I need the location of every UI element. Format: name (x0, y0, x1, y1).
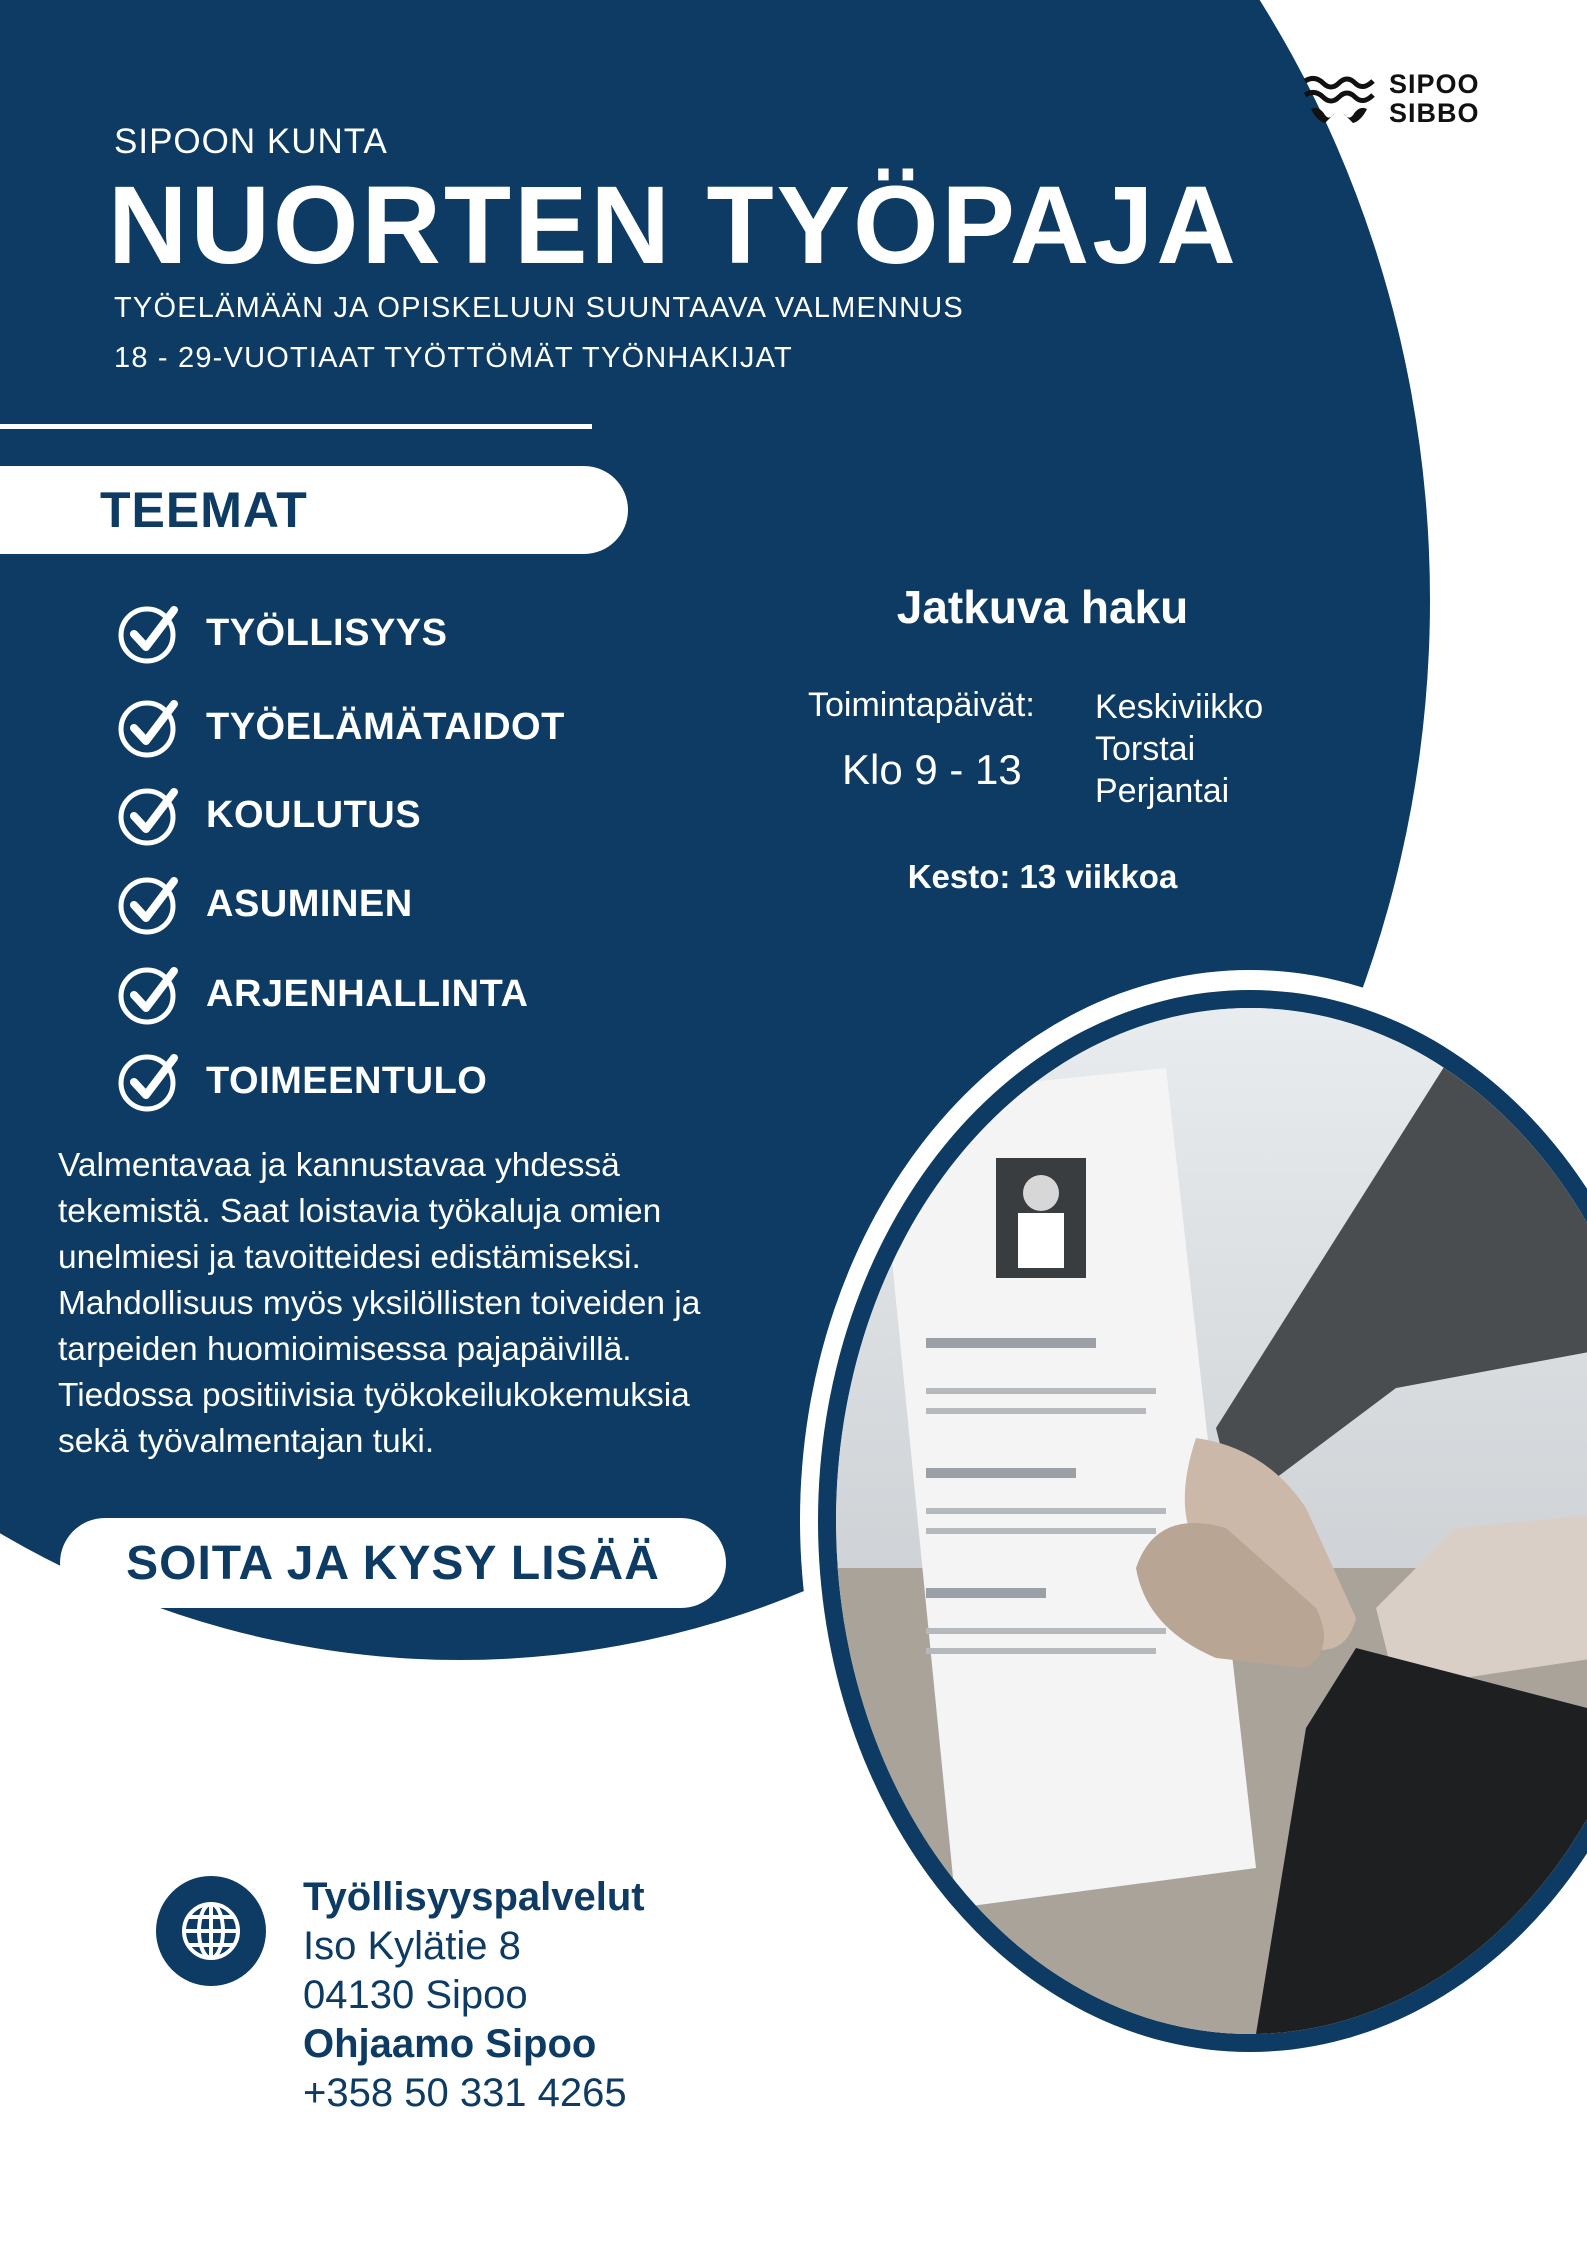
description-line: sekä työvalmentajan tuki. (58, 1423, 435, 1460)
phone-number[interactable]: +358 50 331 4265 (303, 2071, 627, 2115)
theme-item (116, 692, 565, 762)
description (58, 1143, 818, 1465)
divider (0, 424, 592, 429)
logo-line-2: SIBBO (1389, 98, 1480, 128)
days-label: Toimintapäivät: (808, 686, 1035, 724)
description-line: tekemistä. Saat loistavia työkaluja omien (58, 1193, 662, 1230)
description-line: unelmiesi ja tavoitteidesi edistämiseksi. (58, 1239, 641, 1276)
application-status: Jatkuva haku (896, 581, 1189, 633)
theme-label: TYÖELÄMÄTAIDOT (206, 705, 565, 748)
check-circle-icon (116, 1048, 182, 1114)
check-circle-icon (116, 961, 182, 1027)
handshake-photo (836, 1008, 1587, 2034)
handshake-illustration (836, 1008, 1587, 2034)
time-range: Klo 9 - 13 (842, 746, 1022, 793)
themes-heading-pill (0, 466, 628, 554)
wave-logo-icon (1303, 71, 1375, 127)
street-address: Iso Kylätie 8 (303, 1924, 521, 1968)
theme-label: KOULUTUS (206, 793, 422, 836)
office-name: Ohjaamo Sipoo (303, 2022, 597, 2066)
description-line: Tiedossa positiivisia työkokeilukokemuksia (58, 1377, 690, 1414)
theme-label: TOIMEENTULO (206, 1059, 488, 1102)
logo-text (1389, 70, 1480, 128)
theme-label: ARJENHALLINTA (206, 972, 529, 1015)
day-item: Keskiviikko (1095, 688, 1264, 726)
subtitle-1: TYÖELÄMÄÄN JA OPISKELUUN SUUNTAAVA VALMENNUS (114, 292, 964, 324)
description-line: tarpeiden huomioimisessa pajapäivillä. (58, 1331, 632, 1368)
day-item: Perjantai (1095, 772, 1230, 810)
theme-label: TYÖLLISYYS (206, 611, 448, 654)
day-item: Torstai (1095, 730, 1196, 768)
description-line: Mahdollisuus myös yksilöllisten toiveiden ja (58, 1285, 701, 1322)
sipoo-logo (1303, 64, 1533, 134)
check-circle-icon (116, 782, 182, 848)
theme-item (116, 780, 421, 850)
theme-item (116, 598, 447, 668)
contact-block (303, 1873, 645, 2118)
check-circle-icon (116, 600, 182, 666)
theme-item (116, 869, 413, 939)
themes-heading: TEEMAT (100, 482, 308, 538)
description-line: Valmentavaa ja kannustavaa yhdessä (58, 1147, 620, 1184)
theme-item (116, 959, 528, 1029)
duration: Kesto: 13 viikkoa (907, 858, 1178, 895)
check-circle-icon (116, 871, 182, 937)
theme-item (116, 1046, 487, 1116)
organization-name: SIPOON KUNTA (114, 122, 388, 161)
call-button-label: SOITA JA KYSY LISÄÄ (126, 1536, 660, 1590)
globe-icon (156, 1876, 266, 1986)
postal-address: 04130 Sipoo (303, 1973, 528, 2017)
subtitle-2: 18 - 29-VUOTIAAT TYÖTTÖMÄT TYÖNHAKIJAT (114, 342, 793, 374)
theme-label: ASUMINEN (206, 882, 413, 925)
page-title: NUORTEN TYÖPAJA (108, 164, 1239, 287)
service-name: Työllisyyspalvelut (303, 1875, 645, 1919)
check-circle-icon (116, 694, 182, 760)
logo-line-1: SIPOO (1389, 69, 1480, 99)
globe-glyph (179, 1899, 243, 1963)
call-button[interactable] (60, 1518, 726, 1608)
days-list (1095, 686, 1263, 812)
